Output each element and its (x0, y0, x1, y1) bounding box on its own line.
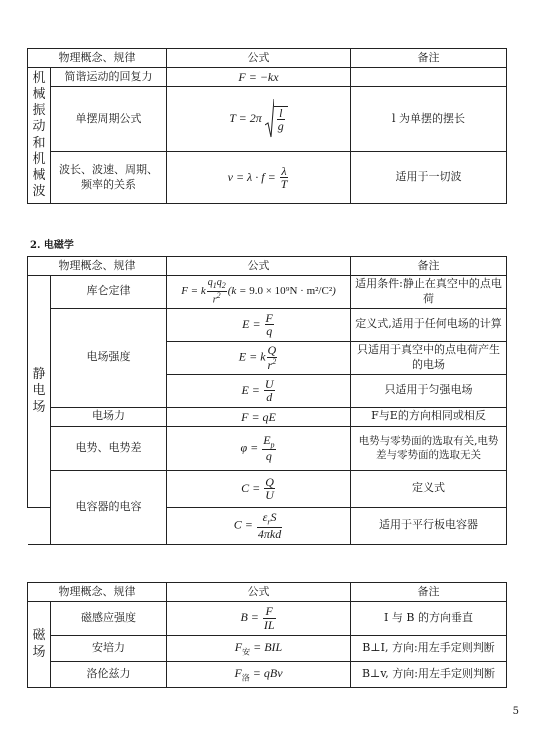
table-mechanical-waves (27, 48, 507, 204)
table-electrostatic-field (27, 256, 507, 545)
concept-cell: 电势、电势差 (51, 426, 167, 470)
note-cell: F与E的方向相同或相反 (351, 407, 507, 426)
formula-cell: B = $\frac{F}{IL}$ (167, 602, 351, 636)
section-title: 2. 电磁学 (30, 240, 74, 251)
table-row (28, 87, 507, 152)
table-row (28, 68, 507, 87)
header-concept: 物理概念、规律 (28, 583, 167, 602)
formula-cell: E = $\frac{F}{q}$ (167, 308, 351, 341)
formula-cell: $F_安$ = BIL (167, 636, 351, 662)
formula-cell: $F_洛$ = qBv (167, 662, 351, 688)
header-formula: 公式 (167, 583, 351, 602)
table-row (28, 470, 507, 507)
header-concept: 物理概念、规律 (28, 49, 167, 68)
formula-cell: C = $\frac{\varepsilon_rS}{\text{4πkd}}$ (167, 507, 351, 544)
table-magnetic-field (27, 582, 507, 688)
category-cell: 机 械 振 动 和 机 械 波 (28, 68, 51, 204)
note-cell: 只适用于真空中的点电荷产生的电场 (351, 341, 507, 374)
header-formula: 公式 (167, 49, 351, 68)
formula-cell: C = $\frac{Q}{U}$ (167, 470, 351, 507)
header-note: 备注 (351, 49, 507, 68)
page-number: 5 (512, 706, 519, 717)
formula-cell: v = λ · f = $\frac{\lambda}{T}$ (167, 152, 351, 204)
header-note: 备注 (351, 257, 507, 276)
note-cell: 适用条件:静止在真空中的点电荷 (351, 276, 507, 309)
note-cell: B⊥v, 方向:用左手定则判断 (351, 662, 507, 688)
note-cell: l 为单摆的摆长 (351, 87, 507, 152)
sqrt-symbol: $\frac{l}{g}$ (265, 99, 288, 139)
table-row (28, 276, 507, 309)
formula-cell: E = k $\frac{Q}{r^2}$ (167, 341, 351, 374)
concept-cell: 波长、波速、周期、频率的关系 (51, 152, 167, 204)
formula-cell: F = k $\frac{q_1q_2}{r^2}$ (k = 9.0 × 10⁹N · m²/C²) (167, 276, 351, 309)
category-cell: 静 电 场 (28, 276, 51, 508)
concept-cell: 电场力 (51, 407, 167, 426)
concept-cell: 简谐运动的回复力 (51, 68, 167, 87)
concept-cell: 安培力 (51, 636, 167, 662)
note-cell: 适用于一切波 (351, 152, 507, 204)
header-concept: 物理概念、规律 (28, 257, 167, 276)
note-cell: 只适用于匀强电场 (351, 374, 507, 407)
note-cell (351, 68, 507, 87)
formula-cell: F = qE (167, 407, 351, 426)
note-cell: B⊥I, 方向:用左手定则判断 (351, 636, 507, 662)
table-row (28, 636, 507, 662)
concept-cell: 电容器的电容 (51, 470, 167, 544)
note-cell: 定义式 (351, 470, 507, 507)
concept-cell: 库仑定律 (51, 276, 167, 309)
concept-cell: 洛伦兹力 (51, 662, 167, 688)
concept-cell: 电场强度 (51, 308, 167, 407)
table-header-row (28, 49, 507, 68)
table-header-row (28, 583, 507, 602)
table-row (28, 662, 507, 688)
note-cell: 定义式,适用于任何电场的计算 (351, 308, 507, 341)
table-header-row (28, 257, 507, 276)
formula-cell: φ = $\frac{E_p}{q}$ (167, 426, 351, 470)
table-row (28, 407, 507, 426)
concept-cell: 单摆周期公式 (51, 87, 167, 152)
table-row (28, 152, 507, 204)
note-cell: 适用于平行板电容器 (351, 507, 507, 544)
table-row (28, 426, 507, 470)
formula-cell: E = $\frac{U}{d}$ (167, 374, 351, 407)
header-formula: 公式 (167, 257, 351, 276)
formula-cell: T = 2π $\frac{l}{g}$ (167, 87, 351, 152)
table-row (28, 308, 507, 341)
note-cell: I 与 B 的方向垂直 (351, 602, 507, 636)
category-cell: 磁 场 (28, 602, 51, 688)
concept-cell: 磁感应强度 (51, 602, 167, 636)
table-row (28, 602, 507, 636)
formula-cell: F = −kx (167, 68, 351, 87)
note-cell: 电势与零势面的选取有关,电势差与零势面的选取无关 (351, 426, 507, 470)
header-note: 备注 (351, 583, 507, 602)
